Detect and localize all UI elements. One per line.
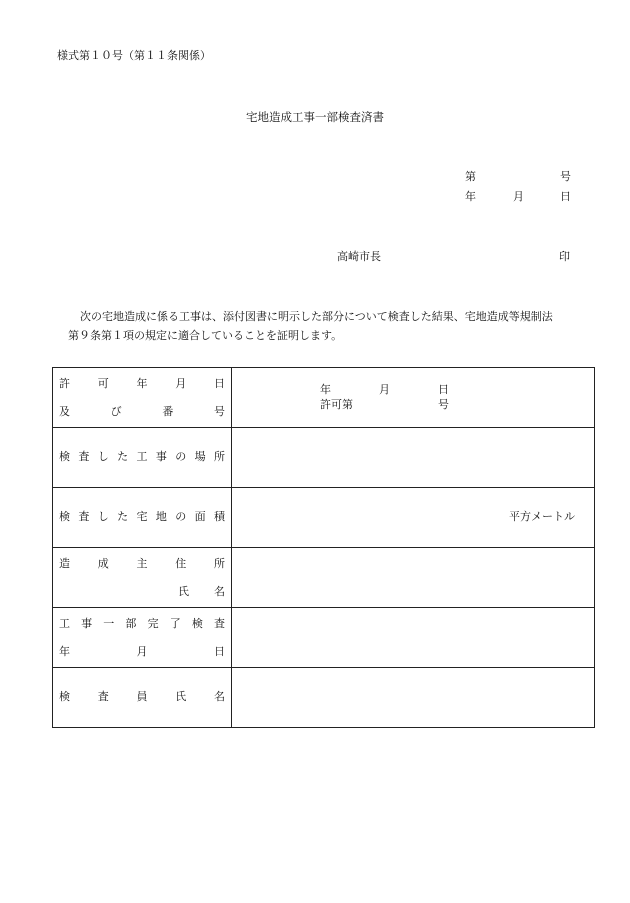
label-cell-completion <box>53 608 232 668</box>
body-text-line1: 次の宅地造成に係る工事は、添付図書に明示した部分について検査した結果、宅地造成等規制法 <box>80 310 553 323</box>
label-completion-inspection: 工 事 一 部 完 了 検 査 <box>59 617 225 630</box>
document-title: 宅地造成工事一部検査済書 <box>246 110 384 124</box>
doc-date-day: 日 <box>560 190 571 203</box>
issuer-seal: 印 <box>559 250 570 263</box>
permit-month-label: 月 <box>379 383 390 396</box>
form-number: 様式第１０号（第１１条関係） <box>57 49 211 62</box>
area-unit: 平方メートル <box>509 510 575 523</box>
value-cell-developer[interactable] <box>232 548 595 608</box>
issuer-name: 高崎市長 <box>337 250 381 263</box>
table-row-developer <box>53 548 595 608</box>
doc-number-prefix: 第 <box>465 170 476 183</box>
value-cell-permit[interactable] <box>232 368 595 428</box>
label-cell-permit <box>53 368 232 428</box>
label-cell-location <box>53 428 232 488</box>
label-area: 検 査 し た 宅 地 の 面 積 <box>59 510 225 523</box>
table-row-inspector <box>53 668 595 728</box>
doc-date-year: 年 <box>465 190 476 203</box>
permit-no-suffix: 号 <box>438 398 449 411</box>
value-cell-completion[interactable] <box>232 608 595 668</box>
label-location: 検 査 し た 工 事 の 場 所 <box>59 450 225 463</box>
permit-year-label: 年 <box>320 383 331 396</box>
doc-number-suffix: 号 <box>560 170 571 183</box>
permit-day-label: 日 <box>438 383 449 396</box>
table-row-area <box>53 488 595 548</box>
value-cell-location[interactable] <box>232 428 595 488</box>
label-completion-date: 年 月 日 <box>59 645 225 658</box>
body-text-line2: 第９条第１項の規定に適合していることを証明します。 <box>68 329 343 342</box>
permit-no-prefix: 許可第 <box>320 398 353 411</box>
label-developer-address: 造 成 主 住 所 <box>59 557 225 570</box>
value-cell-inspector[interactable] <box>232 668 595 728</box>
doc-date-month: 月 <box>513 190 524 203</box>
label-cell-developer <box>53 548 232 608</box>
label-cell-area <box>53 488 232 548</box>
label-developer-name: 氏 名 <box>178 585 225 598</box>
table-row-permit <box>53 368 595 428</box>
table-row-completion <box>53 608 595 668</box>
label-permit-number: 及 び 番 号 <box>59 405 225 418</box>
inspection-table <box>52 367 595 728</box>
label-cell-inspector <box>53 668 232 728</box>
label-inspector: 検 査 員 氏 名 <box>59 690 225 703</box>
label-permit-date: 許 可 年 月 日 <box>59 377 225 390</box>
value-cell-area[interactable] <box>232 488 595 548</box>
table-row-location <box>53 428 595 488</box>
